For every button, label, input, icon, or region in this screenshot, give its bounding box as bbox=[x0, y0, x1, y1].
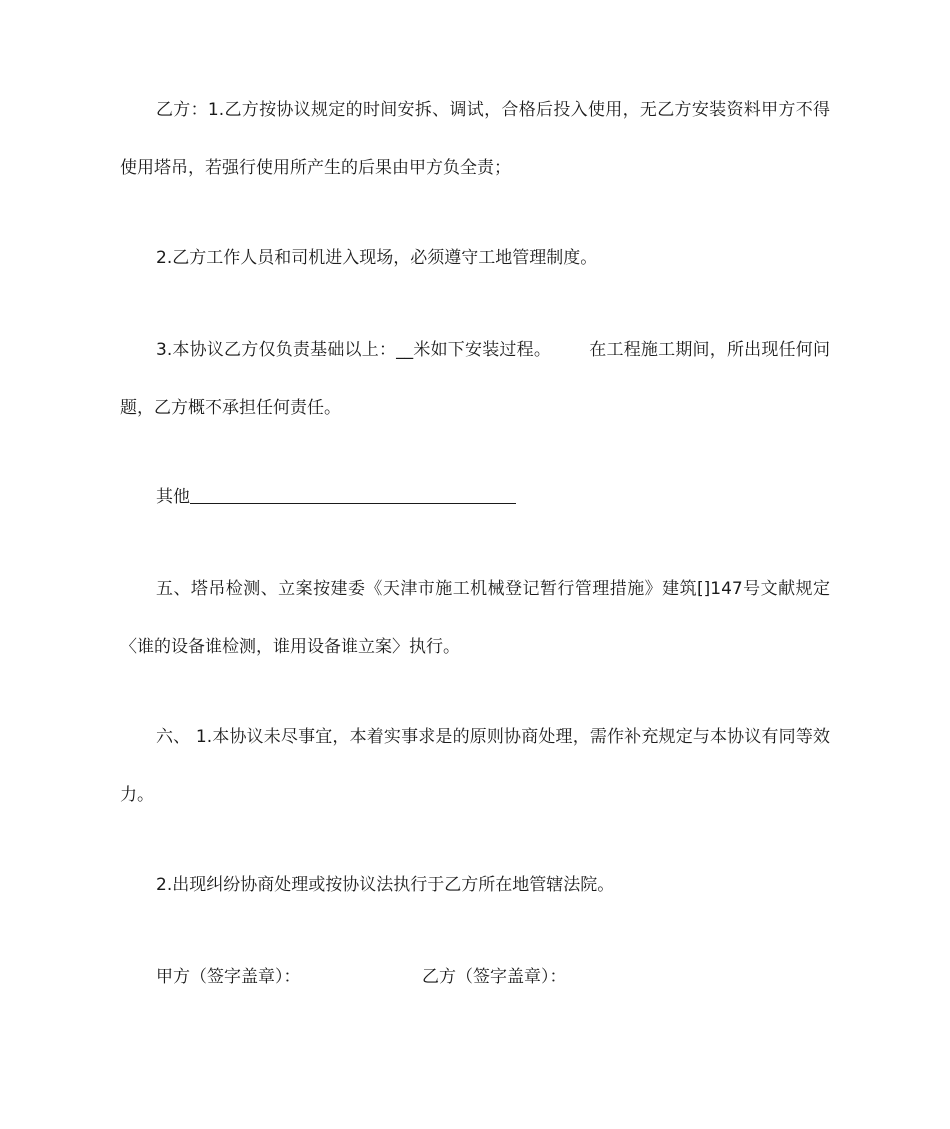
clause-party-b-3-part-a: 3.本协议乙方仅负责基础以上：__米如下安装过程。 bbox=[156, 340, 552, 360]
clause-party-b-3 bbox=[120, 321, 830, 437]
party-a-signature-label: 甲方（签字盖章）： bbox=[156, 967, 301, 987]
clause-party-b-3-part-b: 在工程施工期间，所出现任何问题，乙方概不承担任何责任。 bbox=[120, 340, 831, 418]
clause-party-b-2: 2.乙方工作人员和司机进入现场，必须遵守工地管理制度。 bbox=[156, 248, 598, 268]
clause-6-1: 六、 1.本协议未尽事宜，本着实事求是的原则协商处理，需作补充规定与本协议有同等效力。 bbox=[120, 727, 830, 805]
clause-party-b-1: 乙方：1.乙方按协议规定的时间安拆、调试，合格后投入使用，无乙方安装资料甲方不得使用塔吊，若强行使用所产生的后果由甲方负全责； bbox=[120, 100, 830, 178]
party-b-signature-label: 乙方（签字盖章）： bbox=[422, 967, 567, 987]
other-label: 其他 bbox=[156, 487, 190, 507]
signature-row bbox=[156, 948, 567, 1006]
other-blank-line bbox=[190, 485, 516, 504]
clause-other bbox=[120, 468, 830, 526]
clause-5: 五、塔吊检测、立案按建委《天津市施工机械登记暂行管理措施》建筑[]147号文献规定〈谁的设备谁检测，谁用设备谁立案〉执行。 bbox=[120, 579, 830, 657]
clause-6-2: 2.出现纠纷协商处理或按协议法执行于乙方所在地管辖法院。 bbox=[156, 875, 615, 895]
